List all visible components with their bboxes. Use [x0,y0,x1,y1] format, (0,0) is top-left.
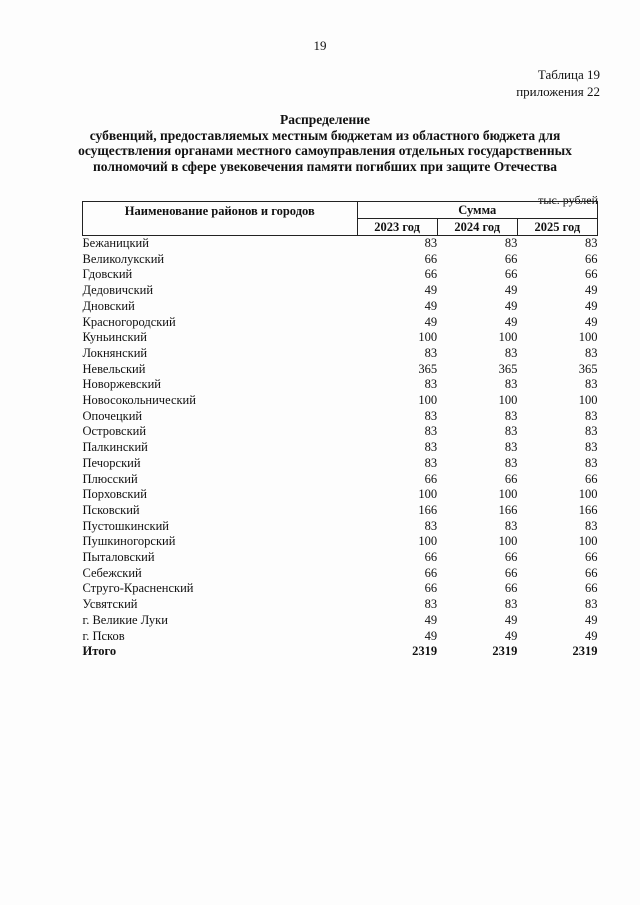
amount-2024: 66 [504,251,518,266]
amount-2024: 83 [504,455,518,470]
amount-2024: 49 [504,314,518,329]
amount-2025: 66 [585,267,598,282]
amount-2025: 83 [585,597,598,612]
document-title [60,112,590,174]
amount-2024: 66 [504,581,518,596]
table-row [83,581,598,597]
header-year: 2025 год [517,219,597,236]
amount-2023: 83 [424,236,438,250]
district-name: Псковский [82,502,140,517]
amount-2025: 365 [578,361,598,376]
district-name: Себежский [82,565,142,580]
amount-2025: 66 [585,550,598,565]
district-name: Печорский [82,455,141,470]
amount-2024: 66 [504,565,518,580]
amount-2025: 49 [585,612,598,627]
amount-2025: 83 [585,345,598,360]
amount-2025: 66 [585,581,598,596]
appendix-reference: приложения 22 [516,84,600,99]
title-line: Распределение [279,112,371,127]
amount-2025: 66 [585,471,598,486]
amount-2025: 49 [585,298,598,313]
amount-2023: 66 [424,581,438,596]
amount-2023: 100 [418,393,438,408]
amount-2024: 100 [498,330,518,345]
amount-2024: 83 [504,408,518,423]
amount-2024: 49 [504,628,518,643]
amount-2025: 83 [585,408,598,423]
amount-2024: 100 [498,393,518,408]
title-line: полномочий в сфере увековечения памяти погибших при защите Отечества [93,158,557,174]
total-row [83,644,598,660]
amount-2024: 66 [504,267,518,282]
amount-2023: 66 [424,267,438,282]
table-row [83,409,598,425]
amount-2023: 2319 [412,644,438,659]
amount-2023: 66 [424,471,438,486]
amount-2024: 83 [504,518,518,533]
amount-2025: 49 [585,314,598,329]
table-row [83,503,598,519]
district-name: Локнянский [82,345,148,360]
amount-2025: 100 [578,534,598,549]
distribution-table [82,201,598,660]
table-row [83,440,598,456]
amount-2025: 83 [585,518,598,533]
amount-2025: 83 [585,455,598,470]
amount-2024: 166 [498,502,518,517]
table-row [83,362,598,378]
table-row [83,267,598,283]
title-line: субвенций, предоставляемых местным бюджетам из областного бюджета для [89,127,561,143]
amount-2024: 83 [504,236,518,250]
amount-2025: 83 [585,377,598,392]
amount-2023: 100 [418,330,438,345]
table-reference: Таблица 19 [537,67,600,82]
table-row [83,550,598,566]
district-name: Пустошкинский [82,518,169,533]
amount-2023: 83 [424,345,438,360]
amount-2023: 83 [424,377,438,392]
amount-2024: 100 [498,487,518,502]
district-name: г. Великие Луки [82,612,168,627]
amount-2023: 49 [424,298,438,313]
table-row [83,236,598,252]
table-row [83,346,598,362]
district-name: Бежаницкий [82,236,149,250]
district-name: Опочецкий [82,408,143,423]
header-year: 2023 год [357,219,437,236]
table-row [83,487,598,503]
amount-2023: 100 [418,534,438,549]
amount-2023: 83 [424,518,438,533]
amount-2025: 100 [578,330,598,345]
amount-2024: 66 [504,550,518,565]
table-row [83,393,598,409]
amount-2023: 83 [424,455,438,470]
district-name: Великолукский [82,251,165,266]
amount-2025: 2319 [572,644,598,659]
district-name: Палкинский [82,440,148,455]
district-name: Пыталовский [82,550,155,565]
amount-2023: 66 [424,550,438,565]
amount-2023: 49 [424,314,438,329]
amount-2025: 66 [585,565,598,580]
district-name: г. Псков [82,628,125,643]
amount-2023: 83 [424,408,438,423]
table-row [83,613,598,629]
title-line: осуществления органами местного самоуправления отдельных государственных [78,143,572,158]
amount-2024: 83 [504,440,518,455]
header-name: Наименование районов и городов [83,202,358,236]
district-name: Итого [82,644,117,659]
table-row [83,519,598,535]
amount-2023: 166 [418,502,438,517]
amount-2025: 83 [585,236,598,250]
district-name: Невельский [82,361,146,376]
table-row [83,299,598,315]
district-name: Порховский [82,487,147,502]
amount-2023: 66 [424,565,438,580]
units-label: тыс. рублей [538,193,598,207]
amount-2024: 49 [504,283,518,298]
district-name: Дновский [82,298,135,313]
table-row [83,377,598,393]
table-row [83,534,598,550]
district-name: Островский [82,424,147,439]
district-name: Новосокольнический [82,393,196,408]
amount-2025: 100 [578,393,598,408]
header-sum: Сумма [357,202,598,219]
amount-2025: 83 [585,424,598,439]
district-name: Красногородский [82,314,176,329]
table-row [83,456,598,472]
district-name: Дедовичский [82,283,154,298]
amount-2024: 49 [504,298,518,313]
amount-2025: 83 [585,440,598,455]
amount-2025: 49 [585,283,598,298]
table-row [83,283,598,299]
page-number: 19 [313,38,327,53]
table-row [83,315,598,331]
amount-2024: 83 [504,345,518,360]
district-name: Новоржевский [82,377,161,392]
amount-2023: 83 [424,424,438,439]
table-row [83,597,598,613]
amount-2024: 2319 [492,644,518,659]
header-year: 2024 год [437,219,517,236]
amount-2025: 49 [585,628,598,643]
amount-2023: 49 [424,628,438,643]
amount-2025: 166 [578,502,598,517]
amount-2023: 49 [424,612,438,627]
table-row [83,424,598,440]
district-name: Плюсский [82,471,138,486]
table-row [83,330,598,346]
amount-2024: 49 [504,612,518,627]
district-name: Пушкиногорский [82,534,176,549]
district-name: Усвятский [82,597,138,612]
amount-2024: 83 [504,377,518,392]
amount-2023: 66 [424,251,438,266]
table-row [83,629,598,645]
district-name: Куньинский [82,330,147,345]
amount-2023: 49 [424,283,438,298]
amount-2024: 83 [504,424,518,439]
amount-2023: 83 [424,440,438,455]
district-name: Струго-Красненский [82,581,194,596]
amount-2024: 100 [498,534,518,549]
amount-2023: 83 [424,597,438,612]
table-row [83,566,598,582]
table-row [83,472,598,488]
amount-2025: 66 [585,251,598,266]
amount-2023: 365 [418,361,438,376]
amount-2025: 100 [578,487,598,502]
amount-2024: 66 [504,471,518,486]
amount-2024: 83 [504,597,518,612]
table-row [83,252,598,268]
amount-2024: 365 [498,361,518,376]
amount-2023: 100 [418,487,438,502]
district-name: Гдовский [82,267,133,282]
